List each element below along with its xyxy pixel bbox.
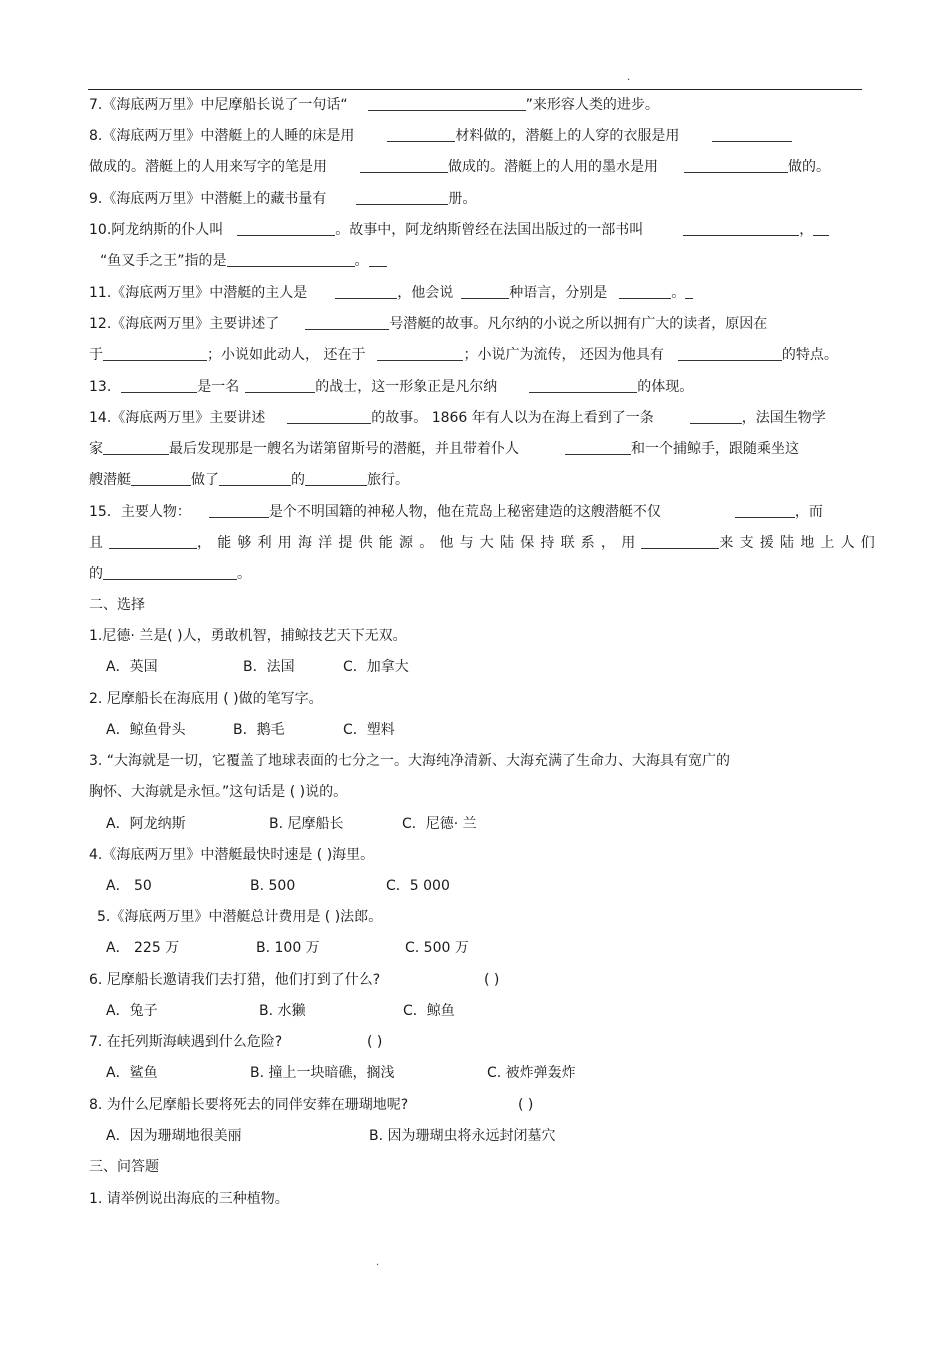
choice-q8-paren[interactable]: ( ) (518, 1097, 534, 1113)
q13-text-end: 的体现。 (637, 379, 694, 395)
choice-q7: 7. 在托列斯海峡遇到什么危险? (89, 1034, 283, 1050)
q14-blank-distance[interactable] (219, 471, 291, 486)
q8-text-ink: 做成的。潜艇上的人用的墨水是用 (448, 159, 658, 175)
q8-blank-clothes[interactable] (712, 127, 792, 142)
q15-text-energy: ，能够利用海洋提供能源。他与大陆保持联系，用 (197, 535, 642, 551)
choice-q3-c[interactable]: C．尼德· 兰 (402, 816, 477, 832)
choice-q3-b[interactable]: B. 尼摩船长 (269, 816, 344, 832)
qa-q1: 1. 请举例说出海底的三种植物。 (89, 1191, 289, 1207)
q12-blank-moving[interactable] (377, 346, 463, 361)
q14-text-did: 做了 (191, 472, 219, 488)
q14-blank-scientist[interactable] (103, 440, 169, 455)
q9-blank[interactable] (356, 190, 448, 205)
choice-q6-paren[interactable]: ( ) (484, 972, 500, 988)
q14-blank-creature[interactable] (690, 409, 742, 424)
q14-text-end: 旅行。 (367, 472, 409, 488)
q8-blank-ink[interactable] (684, 158, 788, 173)
choice-q5-b[interactable]: B. 100 万 (256, 940, 320, 956)
q11-blank-owner[interactable] (335, 284, 397, 299)
q12-blank-trait[interactable] (678, 346, 782, 361)
choice-q2-c[interactable]: C．塑料 (343, 722, 395, 738)
q14-text: 14.《海底两万里》主要讲述 (89, 410, 266, 426)
q8-text-mid: 材料做的，潜艇上的人穿的衣服是用 (455, 128, 680, 144)
q9-text-end: 册。 (448, 191, 477, 207)
choice-q2-b[interactable]: B．鹅毛 (233, 722, 285, 738)
choice-q7-b[interactable]: B. 撞上一块暗礁，搁浅 (250, 1065, 395, 1081)
q11-text: 11.《海底两万里》中潜艇的主人是 (89, 285, 308, 301)
fill-q11 (89, 284, 693, 302)
q7-text-end: ”来形容人类的进步。 (525, 97, 659, 113)
choice-q1-b[interactable]: B．法国 (243, 659, 295, 675)
fill-q8-line2 (89, 158, 830, 176)
q13-blank-fighter[interactable] (245, 378, 315, 393)
section-choice-title: 二、选择 (89, 597, 145, 613)
q13-text: 13. (89, 379, 112, 395)
q12-blank-reason[interactable] (103, 346, 207, 361)
q15-blank-means[interactable] (641, 534, 719, 549)
fill-q10-line1 (89, 221, 829, 239)
q9-text: 9.《海底两万里》中潜艇上的藏书量有 (89, 191, 327, 207)
q14-text-sub: 艘潜艇 (89, 472, 131, 488)
q7-text: 7.《海底两万里》中尼摩船长说了一句话“ (89, 97, 348, 113)
q10-text-end: 。 (354, 253, 369, 269)
q15-text: 15．主要人物： (89, 504, 191, 520)
q14-text-jia: 家 (89, 441, 103, 457)
section-qa-title: 三、问答题 (89, 1159, 159, 1175)
choice-q1-a[interactable]: A．英国 (106, 659, 158, 675)
choice-q6-b[interactable]: B. 水獭 (259, 1003, 306, 1019)
q15-blank-cause[interactable] (103, 565, 237, 580)
choice-q4-c[interactable]: C．5 000 (386, 878, 450, 894)
q10-text-comma: ， (799, 222, 814, 238)
q13-blank-person[interactable] (121, 378, 197, 393)
q10-blank-harpooner[interactable] (227, 252, 355, 267)
choice-q2-a[interactable]: A．鲸鱼骨头 (106, 722, 186, 738)
choice-q1: 1.尼德· 兰是( )人，勇敢机智，捕鲸技艺天下无双。 (89, 628, 407, 644)
q14-blank-servant[interactable] (565, 440, 631, 455)
q12-blank-sub[interactable] (305, 315, 389, 330)
choice-q4-a[interactable]: A． 50 (106, 878, 152, 894)
q8-blank-pen[interactable] (360, 158, 448, 173)
fill-q9 (89, 190, 476, 208)
q10-text: 10.阿龙纳斯的仆人叫 (89, 222, 224, 238)
fill-q14-line3 (89, 471, 409, 489)
q15-text-de: 的 (89, 566, 103, 582)
choice-q6-a[interactable]: A．兔子 (106, 1003, 158, 1019)
q15-blank-feature2[interactable] (109, 534, 197, 549)
q13-text-verne: 的战士，这一形象正是凡尔纳 (315, 379, 498, 395)
footer-dot: . (376, 1257, 380, 1268)
choice-q5-a[interactable]: A． 225 万 (106, 940, 180, 956)
q8-text-end: 做的。 (788, 159, 830, 175)
q10-blank-tail2 (369, 252, 387, 267)
q15-text-er: ，而 (794, 504, 823, 520)
fill-q15-line2 (89, 534, 881, 552)
q14-blank-story[interactable] (287, 409, 371, 424)
q11-blank-languages[interactable] (619, 284, 671, 299)
choice-q8: 8. 为什么尼摩船长要将死去的同伴安葬在珊瑚地呢? (89, 1097, 409, 1113)
fill-q15-line1 (89, 503, 823, 521)
choice-q6: 6. 尼摩船长邀请我们去打猎，他们打到了什么? (89, 972, 381, 988)
header-rule (88, 89, 862, 90)
q15-blank-person[interactable] (209, 503, 269, 518)
q11-text-end: 。 (671, 285, 686, 301)
choice-q3-cont: 胸怀、大海就是永恒。”这句话是 ( )说的。 (89, 784, 348, 800)
header-dot: . (627, 72, 631, 83)
fill-q12-line2 (89, 346, 838, 364)
q11-text-mid: ，他会说 (397, 285, 454, 301)
q15-text-mid: 是个不明国籍的神秘人物，他在荒岛上秘密建造的这艘潜艇不仅 (268, 504, 661, 520)
q14-text-found: 最后发现那是一艘名为诺第留斯号的潜艇，并且带着仆人 (169, 441, 519, 457)
q7-blank[interactable] (368, 96, 526, 111)
q15-text-support: 来支援陆地上人们 (719, 535, 882, 551)
q10-blank-tail (813, 221, 829, 236)
q10-text-mid: 。故事中，阿龙纳斯曾经在法国出版过的一部书叫 (335, 222, 644, 238)
q8-blank-bed[interactable] (387, 127, 455, 142)
q12-text-spread: ；小说广为流传， 还因为他具有 (463, 347, 664, 363)
choice-q4: 4.《海底两万里》中潜艇最快时速是 ( )海里。 (89, 847, 375, 863)
q13-blank-embodiment[interactable] (529, 378, 637, 393)
q12-text-mid: 号潜艇的故事。凡尔纳的小说之所以拥有广大的读者，原因在 (389, 316, 768, 332)
choice-q7-a[interactable]: A．鲨鱼 (106, 1065, 158, 1081)
fill-q14-line1 (89, 409, 826, 427)
choice-q6-c[interactable]: C．鲸鱼 (403, 1003, 455, 1019)
q14-text-whaler: 和一个捕鲸手，跟随乘坐这 (631, 441, 799, 457)
q15-text-qie: 且 (89, 535, 103, 551)
q8-text: 8.《海底两万里》中潜艇上的人睡的床是用 (89, 128, 355, 144)
q12-text: 12.《海底两万里》主要讲述了 (89, 316, 280, 332)
fill-q15-line3 (89, 565, 251, 583)
choice-q7-paren[interactable]: ( ) (367, 1034, 383, 1050)
q14-text-biologist: ，法国生物学 (741, 410, 826, 426)
fill-q8-line1 (89, 127, 792, 145)
q10-blank-servant[interactable] (237, 221, 335, 236)
q14-blank-kind[interactable] (305, 471, 367, 486)
choice-q4-b[interactable]: B. 500 (250, 878, 296, 894)
q13-text-mid: 是一名 (197, 379, 240, 395)
q11-blank-count[interactable] (461, 284, 509, 299)
choice-q5-c[interactable]: C. 500 万 (405, 940, 469, 956)
q14-text-de: 的 (291, 472, 305, 488)
fill-q13 (89, 378, 693, 396)
choice-q8-a[interactable]: A．因为珊瑚地很美丽 (106, 1128, 242, 1144)
q10-text-harpoon: “鱼叉手之王”指的是 (100, 253, 227, 269)
q11-blank-tail (685, 284, 693, 299)
q14-blank-travel[interactable] (131, 471, 191, 486)
q12-text-yu: 于 (89, 347, 103, 363)
q15-text-end: 。 (237, 566, 251, 582)
fill-q14-line2 (89, 440, 799, 458)
choice-q3-a[interactable]: A．阿龙纳斯 (106, 816, 186, 832)
choice-q3: 3. “大海就是一切，它覆盖了地球表面的七分之一。大海纯净清新、大海充满了生命力、大海具有宽广的 (89, 753, 731, 769)
choice-q2: 2. 尼摩船长在海底用 ( )做的笔写字。 (89, 691, 323, 707)
choice-q7-c[interactable]: C. 被炸弹轰炸 (487, 1065, 576, 1081)
q12-text-end: 的特点。 (781, 347, 838, 363)
fill-q12-line1 (89, 315, 767, 333)
fill-q7 (89, 96, 659, 114)
q10-blank-book[interactable] (683, 221, 799, 236)
choice-q5: 5.《海底两万里》中潜艇总计费用是 ( )法郎。 (97, 909, 383, 925)
q12-text-moving: ；小说如此动人， 还在于 (207, 347, 366, 363)
q15-blank-feature[interactable] (735, 503, 795, 518)
q11-text-lang: 种语言，分别是 (509, 285, 608, 301)
q14-text-mid: 的故事。 1866 年有人以为在海上看到了一条 (371, 410, 654, 426)
q8-text-pen: 做成的。潜艇上的人用来写字的笔是用 (89, 159, 327, 175)
choice-q1-c[interactable]: C．加拿大 (343, 659, 409, 675)
choice-q8-b[interactable]: B. 因为珊瑚虫将永远封闭墓穴 (369, 1128, 556, 1144)
fill-q10-line2 (100, 252, 387, 270)
